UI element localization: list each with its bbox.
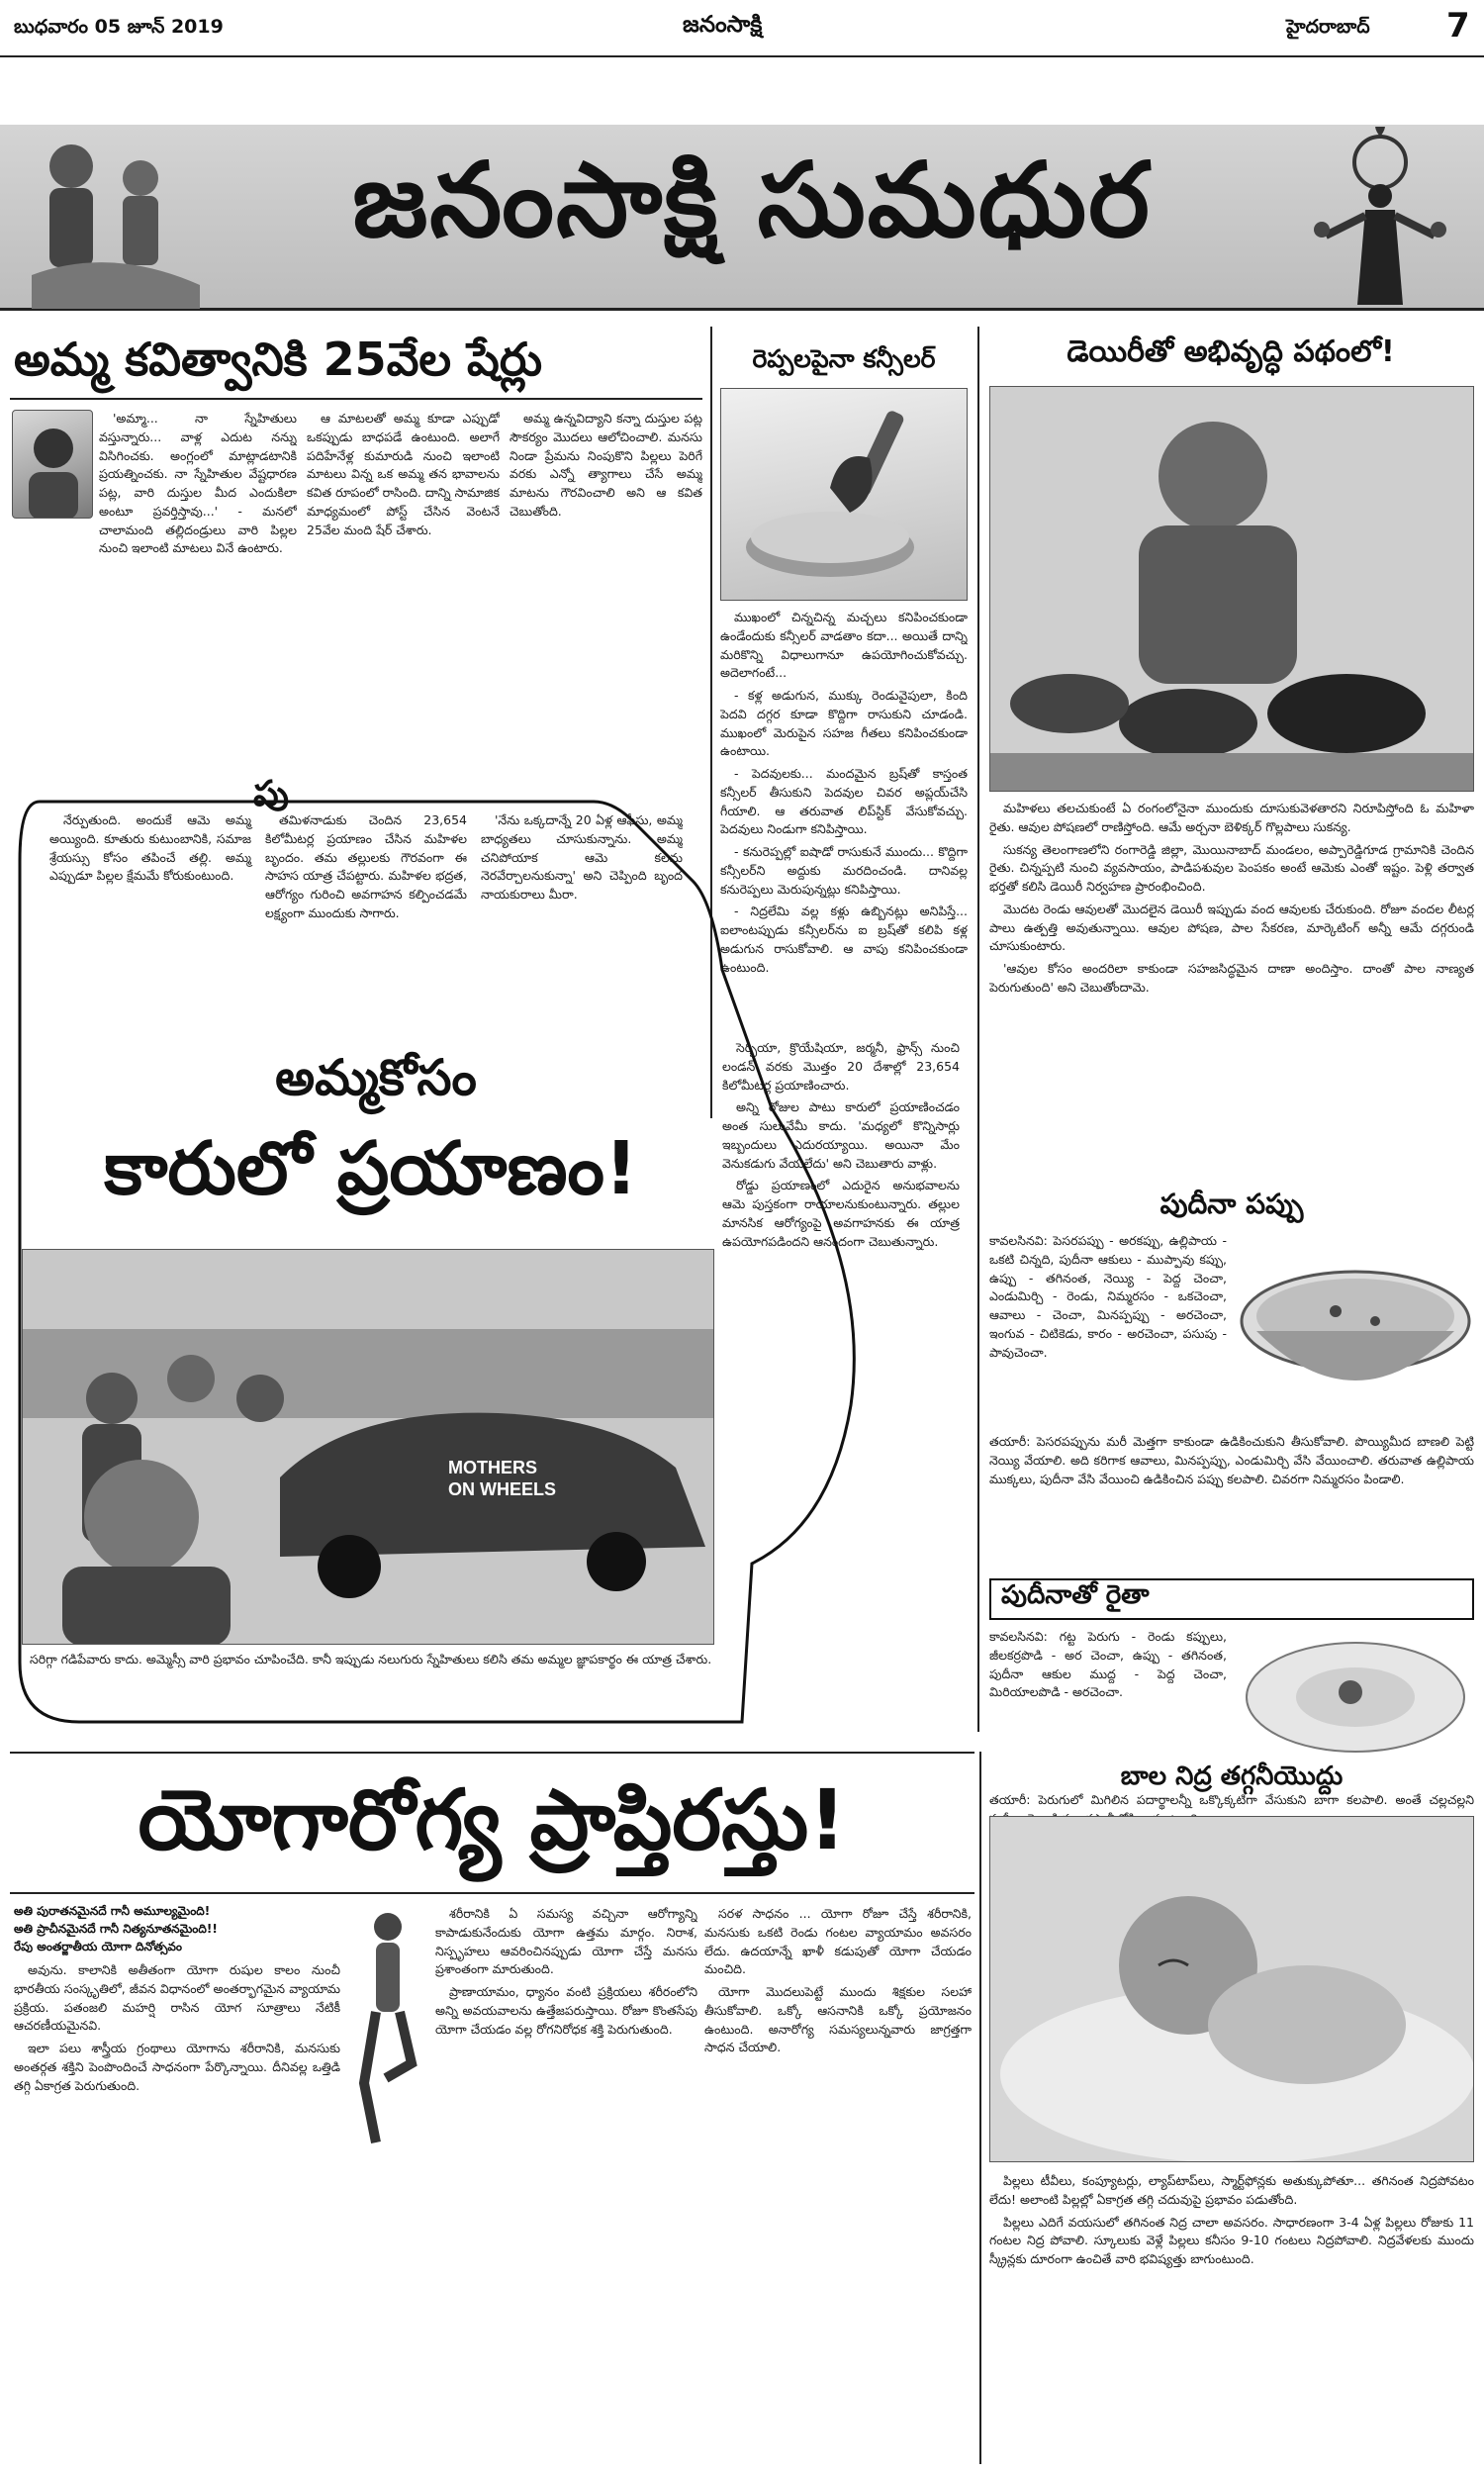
sleep-headline: బాల నిద్ర తగ్గనీయొద్దు xyxy=(1120,1761,1344,1791)
makeup-brush-icon xyxy=(721,389,968,601)
sleep-photo xyxy=(989,1816,1474,2162)
pudina-pappu-photo xyxy=(1237,1232,1474,1420)
yoga-pose-icon xyxy=(346,1905,429,2152)
sleeping-baby-icon xyxy=(990,1817,1474,2162)
pudina-pappu-method: తయారీ: పెసరపప్పును మరీ మెత్తగా కాకుండా ఉడికించుకుని తీసుకోవాలి. పొయ్యిమీద బాణలి పెట్టి నెయ్యి వేయాలి. అది కరిగాక ఆవాలు, మినప్పప్పు, ఎండుమిర్చి వేసి వేయించాలి. తరువాత ఉల్లిపాయ ముక్కలు, పుదీనా వేసి వేయించి ఉడికించిన పప్పు కలపాలి. చివరగా నిమ్మరసం పిండాలి. xyxy=(989,1434,1474,1486)
car-paragraph-1: నేర్పుతుంది. అందుకే ఆమె అమ్మ అయ్యింది. కూతురు కుటుంబానికి, సమాజ శ్రేయస్సు కోసం తపించే తల్లి. అమ్మ ఎప్పుడూ పిల్లల క్షేమమే కోరుకుంటుంది. xyxy=(49,812,251,884)
amma-column-2 xyxy=(307,410,500,766)
column-divider-3 xyxy=(979,1752,981,2464)
concealer-paragraph-5: - నిద్రలేమి వల్ల కళ్లు ఉబ్బినట్లు అనిపిస్తే... ఐలాంటప్పుడు కన్సీలర్‌ను ఐ బ్రష్‌తో కలిపి కళ్ల అడుగున రాసుకోవాలి. ఆ వాపు కనిపించకుండా ఉంటుంది. xyxy=(720,904,968,975)
car-lead-letter: పు xyxy=(253,774,289,814)
amma-author-photo xyxy=(12,410,93,519)
yoga-paragraph-4: ప్రాణాయామం, ధ్యానం వంటి ప్రక్రియలు శరీరంలోని అన్ని అవయవాలను ఉత్తేజపరుస్తాయి. రోజూ కొంతసేపు యోగా చేయడం వల్ల రోగనిరోధక శక్తి పెరుగుతుంది. xyxy=(435,1984,697,2037)
concealer-paragraph-3: - పెదవులకు... మందమైన బ్రష్‌తో కాస్తంత కన్సీలర్ తీసుకుని పెదవుల చివర అప్లయ్‌చేసి గీయాలి. ఆ తరువాత లిప్‌స్టిక్ వేసుకోవచ్చు. పెదవులు నిండుగా కనిపిస్తాయి. xyxy=(720,766,968,837)
woman-with-cows-icon xyxy=(990,387,1474,792)
banner-art-right xyxy=(1286,127,1474,309)
pudina-pappu-ingredients: కావలసినవి: పెసరపప్పు - అరకప్పు, ఉల్లిపాయ - ఒకటి చిన్నది, పుదీనా ఆకులు - ముప్పావు కప్పు, ఉప్పు - తగినంత, నెయ్యి - పెద్ద చెంచా, ఎండుమిర్చి - రెండు, నిమ్మరసం - ఒకచెంచా, ఆవాలు - చెంచా, మినప్పప్పు - అరచెంచా, ఇంగువ - చిటికెడు, కారం - అరచెంచా, పసుపు - పావుచెంచా. xyxy=(989,1233,1227,1360)
yoga-lead-line-2: అతి ప్రాచీనమైనదే గానీ నిత్యనూతనమైంది!! xyxy=(14,1922,218,1936)
yoga-paragraph-3: శరీరానికి ఏ సమస్య వచ్చినా ఆరోగ్యాన్ని కాపాడుకునేందుకు యోగా ఉత్తమ మార్గం. నిరాశ, నిస్పృహలు ఆవరించినప్పుడు యోగా చేస్తే మనసు ప్రశాంతంగా మారుతుంది. xyxy=(435,1906,697,1977)
women-illustration-icon xyxy=(12,127,220,309)
banner-title: జనంసాక్షి సుమధుర xyxy=(352,139,1152,260)
amma-poem-headline: అమ్మ కవిత్వానికి 25వేల షేర్లు xyxy=(14,333,543,386)
raitha-headline-box xyxy=(989,1578,1474,1620)
yoga-column-3 xyxy=(704,1905,972,2459)
yoga-headline: యోగారోగ్య ప్రాప్తిరస్తు! xyxy=(138,1771,847,1868)
car-right-paragraph-3: రోడ్డు ప్రయాణంలో ఎదురైన అనుభవాలను ఆమె పుస్తకంగా రాయాలనుకుంటున్నారు. తల్లుల మానసిక ఆరోగ్యంపై అవగాహనకు ఈ యాత్ర ఉపయోగపడిందని ఆనందంగా చెబుతున్నారు. xyxy=(722,1178,960,1249)
dairy-body xyxy=(989,800,1474,1176)
dairy-headline: డెయిరీతో అభివృద్ధి పథంలో! xyxy=(1067,334,1395,369)
raitha-method: తయారీ: పెరుగులో మిగిలిన పదార్థాలన్నీ ఒక్కొక్కటిగా వేసుకుని బాగా కలపాలి. అంతే చల్లచల్లని xyxy=(989,1792,1474,1807)
concealer-headline: రెప్పలపైనా కన్సీలర్ xyxy=(752,344,936,373)
amma-column-1 xyxy=(99,410,297,766)
yoga-paragraph-1: అవును. కాలానికి అతీతంగా యోగా రుషుల కాలం నుంచీ భారతీయ సంస్కృతిలో, జీవన విధానంలో అంతర్భాగమైన వ్యాయామ ప్రక్రియ. పతంజలి మహర్షి రాసిన యోగ సూత్రాలు నేటికీ ఆచరణీయమైనవి. xyxy=(14,1962,340,2034)
yoga-photo xyxy=(346,1905,429,2152)
amma-column-3 xyxy=(510,410,702,766)
amma-paragraph-1: 'అమ్మా... నా స్నేహితులు వస్తున్నారు... వాళ్ల ఎదుట నన్ను విసిగించకు. అంగ్లంలో మాట్లాడటానికి ప్రయత్నించకు. నా స్నేహితుల వేష్టధారణ పట్ల, వారి దుస్తుల మీద ఎందుకిలా అంటూ ప్రవర్తిస్తావు...' - మనలో చాలామంది తల్లిదండ్రులు వారి పిల్లల నుంచి ఇలాంటి మాటలు వినే ఉంటారు. xyxy=(99,411,297,556)
car-right-paragraph-2: అన్ని రోజుల పాటు కారులో ప్రయాణించడం అంత సులువేమీ కాదు. 'మధ్యలో కొన్నిసార్లు ఇబ్బందులు ఎదురయ్యాయి. అయినా మేం వెనుకడుగు వేయలేదు' అని చెబుతారు వాళ్లు. xyxy=(722,1099,960,1171)
car-headline-bottom: కారులో ప్రయాణం! xyxy=(104,1126,638,1211)
car-body-top xyxy=(49,811,683,1039)
concealer-paragraph-2: - కళ్ల అడుగున, ముక్కు రెండువైపులా, కింది పెదవి దగ్గర కూడా కొద్దిగా రాసుకుని చూడండి. ముఖంలో మెరుపైన సహజ గీతలు కనిపించకుండా ఉంటాయి. xyxy=(720,688,968,759)
yoga-top-rule xyxy=(10,1752,974,1754)
yoga-paragraph-2: ఇలా పలు శాస్త్రీయ గ్రంథాలు యోగాను శరీరానికి, మనసుకు అంతర్గత శక్తిని పెంపొందించే సాధనంగా పేర్కొన్నాయి. దీనివల్ల ఒత్తిడి తగ్గి ఏకాగ్రత పెరుగుతుంది. xyxy=(14,2041,340,2093)
sleep-paragraph-1: పిల్లలు టీవీలు, కంప్యూటర్లు, ల్యాప్‌టాప్‌లు, స్మార్ట్‌ఫోన్లకు అతుక్కుపోతూ... తగినంత నిద్రపోవటం లేదు! అలాంటి పిల్లల్లో ఏకాగ్రత తగ్గి చదువుపై ప్రభావం పడుతోంది. xyxy=(989,2173,1474,2207)
person-icon xyxy=(13,411,93,519)
raitha-headline: పుదీనాతో రైతా xyxy=(1001,1580,1150,1610)
car-paragraph-2: తమిళనాడుకు చెందిన 23,654 కిలోమీటర్ల ప్రయాణం చేసిన మహిళల బృందం. తమ తల్లులకు గౌరవంగా ఈ సాహస యాత్ర చేపట్టారు. మహిళల భద్రత, ఆరోగ్యం గురించి అవగాహన కల్పించడమే లక్ష్యంగా ముందుకు సాగారు. xyxy=(265,812,467,920)
yoga-column-2 xyxy=(435,1905,697,2459)
dairy-paragraph-4: 'ఆవుల కోసం అందరిలా కాకుండా సహజసిద్ధమైన దాణా అందిస్తాం. దాంతో పాల నాణ్యత పెరుగుతుంది' అని చెబుతోందామె. xyxy=(989,961,1474,995)
yoga-paragraph-6: యోగా మొదలుపెట్టే ముందు శిక్షకుల సలహా తీసుకోవాలి. ఒక్కో ఆసనానికి ఒక్కో ప్రయోజనం ఉంటుంది. అనారోగ్య సమస్యలున్నవారు జాగ్రత్తగా సాధన చేయాలి. xyxy=(704,1984,972,2055)
amma-headline-rule xyxy=(10,398,702,400)
page-number: 7 xyxy=(1446,6,1470,46)
top-bar xyxy=(0,0,1484,57)
dairy-paragraph-3: మొదట రెండు ఆవులతో మొదలైన డెయిరీ ఇప్పుడు వంద ఆవులకు చేరుకుంది. రోజూ వందల లీటర్ల పాలు ఉత్పత్తి అవుతున్నాయి. ఆవుల పోషణ, పాల సేకరణ, మార్కెటింగ్ అన్నీ ఆమే దగ్గరుండి చూసుకుంటారు. xyxy=(989,901,1474,954)
yoga-lead-line-1: అతి పురాతనమైనదే గానీ అమూల్యమైంది! xyxy=(14,1904,211,1918)
dairy-photo xyxy=(989,386,1474,792)
concealer-paragraph-1: ముఖంలో చిన్నచిన్న మచ్చలు కనిపించకుండా ఉండేందుకు కన్సీలర్ వాడతాం కదా... అయితే దాన్ని మరికొన్ని విధాలుగానూ ఉపయోగించుకోవచ్చు. అదెలాగంటే... xyxy=(720,610,968,681)
raitha-ingredients: కావలసినవి: గట్ట పెరుగు - రెండు కప్పులు, జీలకర్రపొడి - అర చెంచా, ఉప్పు - తగినంత, పుదీనా ఆకుల ముద్ద - పెద్ద చెంచా, మిరియాలపొడి - అరచెంచా. xyxy=(989,1629,1227,1700)
sleep-body xyxy=(989,2172,1474,2464)
concealer-paragraph-4: - కనురెప్పల్లో ఐషాడో రాసుకునే ముందు... కొద్దిగా కన్సీలర్‌ని అద్దుకు మరదించండి. దానివల్ల కనురెప్పలు మెరుపున్నట్లు కనిపిస్తాయి. xyxy=(720,844,968,897)
banner-art-left xyxy=(12,127,220,309)
car-paragraph-3: 'నేను ఒక్కదాన్నే 20 ఏళ్ల ఆఫీసు, అమ్మ బాధ్యతలు చూసుకున్నాను. అమ్మ చనిపోయాక ఆమె కలను నెరవేర్చాలనుకున్నా' అని చెప్పింది బృంద నాయకురాలు మీరా. xyxy=(481,812,683,902)
edition-city: హైదరాబాద్ xyxy=(1286,16,1370,38)
car-sign-line-1: MOTHERS xyxy=(448,1458,537,1477)
yoga-lead-line-3: రేపు అంతర్జాతీయ యోగా దినోత్సవం xyxy=(14,1940,182,1953)
dairy-paragraph-1: మహిళలు తలచుకుంటే ఏ రంగంలోనైనా ముందుకు దూసుకువెళతారని నిరూపిస్తోంది ఓ మహిళా రైతు. ఆవుల పోషణలో రాణిస్తోంది. ఆమే అర్చనా బెళిక్కర్ గొల్లపాలు సుకన్య. xyxy=(989,801,1474,834)
pudina-pappu-headline: పుదీనా పప్పు xyxy=(1159,1188,1304,1220)
sleep-paragraph-2: పిల్లలు ఎదిగే వయసులో తగినంత నిద్ర చాలా అవసరం. సాధారణంగా 3-4 ఏళ్ల పిల్లలు రోజుకు 11 గంటల నిద్ర పోవాలి. స్కూలుకు వెళ్లే పిల్లలు కనీసం 9-10 గంటలు నిద్రపోవాలి. నిద్రవేళలకు ముందు స్క్రీన్లకు దూరంగా ఉంచితే వారి భవిష్యత్తు బాగుంటుంది. xyxy=(989,2214,1474,2266)
dairy-paragraph-2: సుకన్య తెలంగాణలోని రంగారెడ్డి జిల్లా, మొయినాబాద్ మండలం, అప్పారెడ్డిగూడ గ్రామానికి చెందిన రైతు. చిన్నప్పటి నుంచి వ్యవసాయం, పాడిపశువుల పెంపకం అంటే ఆమెకు ఎంతో ఇష్టం. పెళ్లి తర్వాత భర్తతో కలిసి డెయిరీ నిర్వహణ ప్రారంభించింది. xyxy=(989,841,1474,894)
women-with-car-icon xyxy=(23,1250,714,1645)
car-caption: సరిగ్గా గడిపేవారు కాదు. అమ్మెస్సీ వారి ప్రభావం చూపించేది. కానీ ఇప్పుడు నలుగురు స్నేహితులు కలిసి తమ అమ్మల జ్ఞాపకార్థం ఈ యాత్ర చేశారు. xyxy=(30,1652,712,1666)
yoga-headline-rule xyxy=(10,1892,974,1894)
masthead-brand: జనంసాక్షి xyxy=(683,12,763,38)
amma-paragraph-2: ఆ మాటలతో అమ్మ కూడా ఎప్పుడో ఒకప్పుడు బాధపడే ఉంటుంది. అలాగే పదిహేనేళ్ల కుమారుడి నుంచి ఇలాంటి మాటలు విన్న ఒక అమ్మ తన భావాలను కవిత రూపంలో రాసింది. దాన్ని సామాజిక మాధ్యమంలో పోస్ట్ చేసిన వెంటనే 25వేల మంది షేర్ చేశారు. xyxy=(307,411,500,537)
concealer-photo xyxy=(720,388,968,601)
yoga-column-1 xyxy=(14,1961,340,2461)
top-divider xyxy=(0,55,1484,57)
car-body-right xyxy=(722,1039,960,1544)
car-sign-line-2: ON WHEELS xyxy=(448,1479,557,1499)
car-photo xyxy=(22,1249,714,1645)
women-empowerment-icon xyxy=(1286,127,1474,309)
yoga-paragraph-5: సరళ సాధనం ... యోగా రోజూ చేస్తే శరీరానికి, మనసుకు ఒకటి రెండు గంటల వ్యాయామం అవసరం లేదు. ఉదయాన్నే ఖాళీ కడుపుతో యోగా చేయడం మంచిది. xyxy=(704,1906,972,1977)
car-headline-top: అమ్మకోసం xyxy=(275,1049,477,1106)
soup-bowl-icon xyxy=(1237,1232,1474,1420)
yoga-lead xyxy=(14,1902,340,1955)
car-right-paragraph-1: సెర్బియా, క్రొయేషియా, జర్మనీ, ఫ్రాన్స్ నుంచి లండన్ వరకు మొత్తం 20 దేశాల్లో 23,654 కిలోమీటర్ల ప్రయాణించారు. xyxy=(722,1040,960,1093)
issue-date: బుధవారం 05 జూన్ 2019 xyxy=(14,16,224,38)
amma-paragraph-3: అమ్మ ఉన్నవిద్యాని కన్నా దుస్తుల పట్ల సౌకర్యం మొదలు ఆలోచించాలి. మనసు నిండా ప్రేమను నింపుకొని పిల్లలు పెరిగే వరకు ఎన్నో త్యాగాలు చేసే అమ్మ మాటను గౌరవించాలి అని ఆ కవిత చెబుతోంది. xyxy=(510,411,702,519)
